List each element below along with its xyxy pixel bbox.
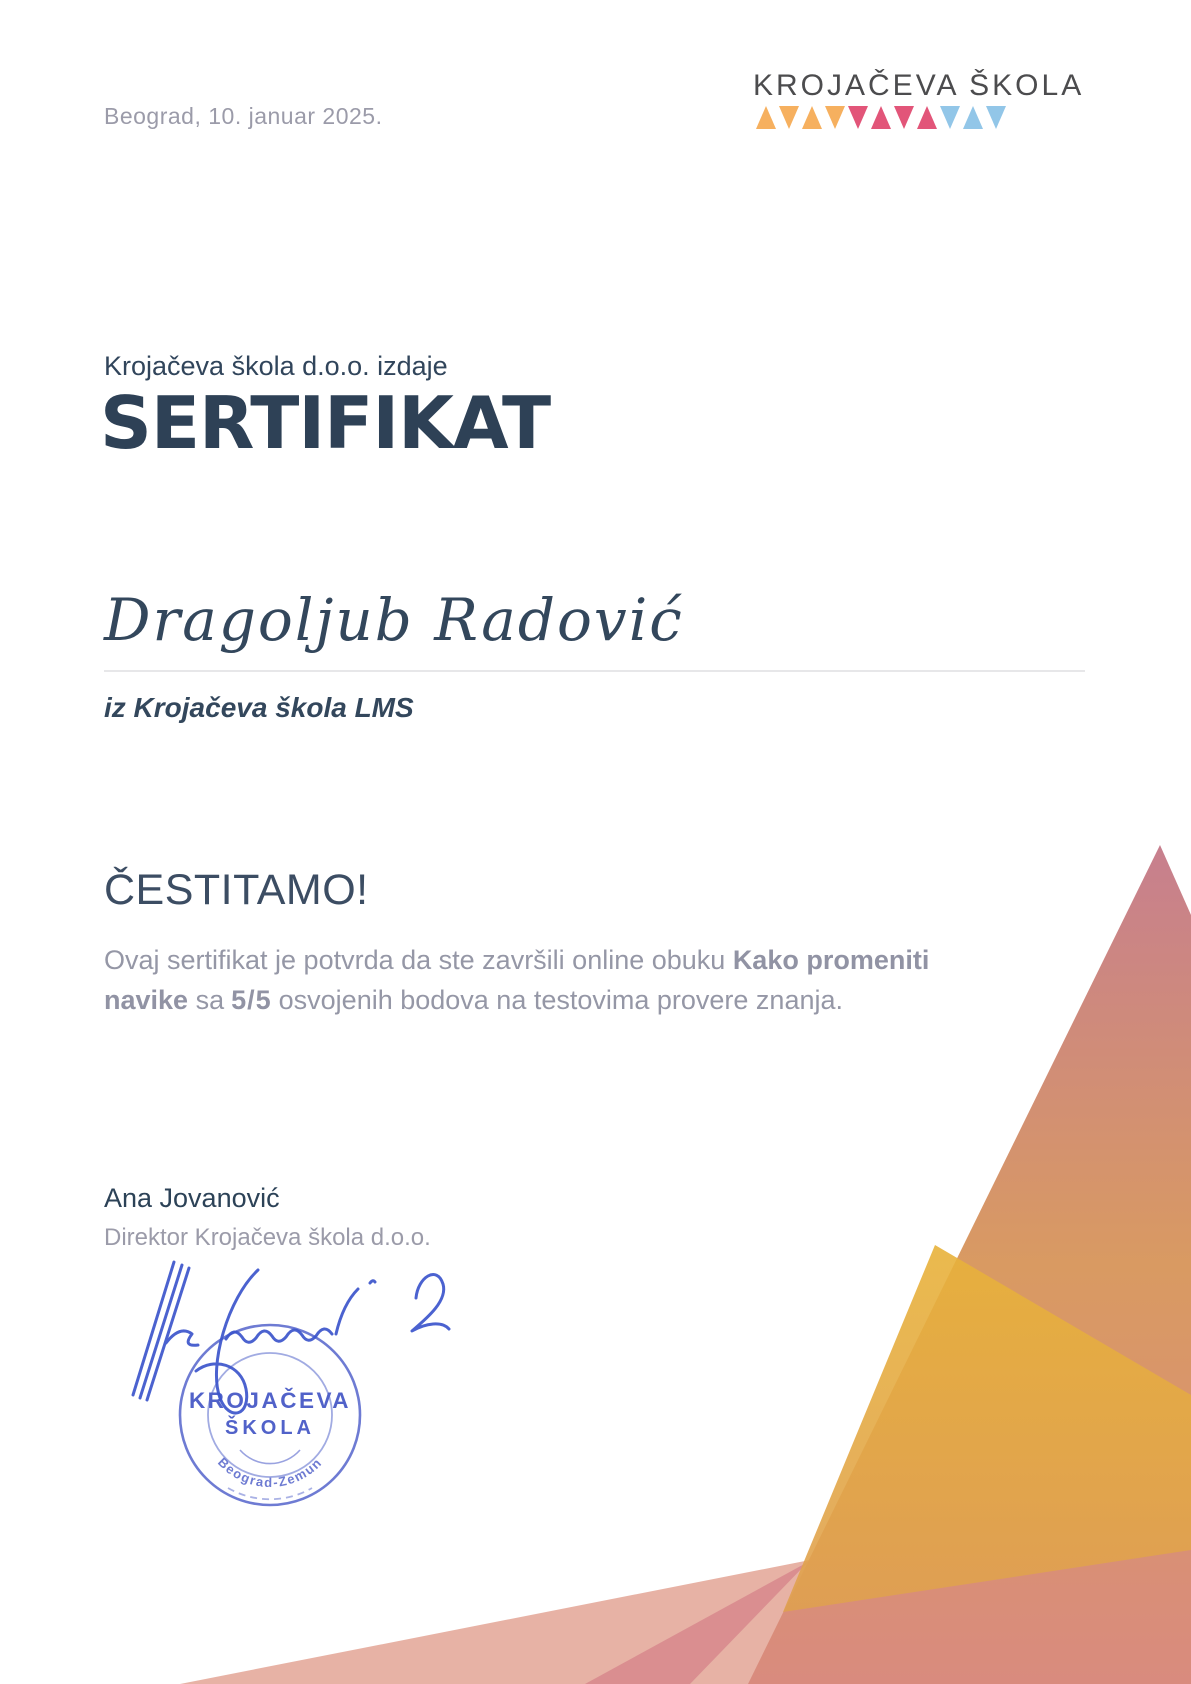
logo-triangle (802, 106, 822, 129)
congrats-text-between: sa (188, 985, 225, 1015)
logo-triangle (940, 106, 960, 129)
congrats-text-after: osvojenih bodova na testovima provere znanja. (278, 985, 843, 1015)
logo-triangle (779, 106, 799, 129)
logo-triangle (825, 106, 845, 129)
logo-triangle (894, 106, 914, 129)
name-underline (104, 670, 1085, 672)
logo-triangle-strip (754, 106, 1007, 132)
logo-triangle (917, 106, 937, 129)
signer-name: Ana Jovanović (104, 1183, 280, 1213)
logo-wordmark: KROJAČEVA ŠKOLA (753, 69, 1085, 102)
congrats-heading: ČESTITAMO! (104, 866, 369, 914)
logo-triangle (871, 106, 891, 129)
company-stamp (180, 1325, 360, 1505)
recipient-origin: iz Krojačeva škola LMS (104, 692, 414, 723)
date-location-line: Beograd, 10. januar 2025. (104, 103, 383, 129)
score-value: 5/5 (231, 985, 272, 1015)
issuer-line: Krojačeva škola d.o.o. izdaje (104, 351, 448, 381)
stamp-line2: ŠKOLA (225, 1417, 315, 1439)
congrats-text-before: Ovaj sertifikat je potvrda da ste završili online obuku (104, 945, 733, 975)
recipient-name: Dragoljub Radović (104, 586, 684, 654)
stamp-small-arc (240, 1450, 300, 1464)
logo-triangle (848, 106, 868, 129)
logo-triangle (986, 106, 1006, 129)
logo-triangle (963, 106, 983, 129)
logo-triangle (756, 106, 776, 129)
stamp-bottom-text-holder (215, 1455, 325, 1490)
signature-and-stamp (78, 1238, 478, 1548)
congrats-paragraph (104, 940, 984, 1020)
stamp-line1: KROJAČEVA (188, 1388, 352, 1413)
certificate-title: SERTIFIKAT (100, 381, 551, 465)
stamp-bottom-text: Beograd-Zemun (214, 1454, 326, 1491)
course-name: Kako promeniti navike (104, 945, 930, 1015)
signer-title: Direktor Krojačeva škola d.o.o. (104, 1224, 431, 1251)
